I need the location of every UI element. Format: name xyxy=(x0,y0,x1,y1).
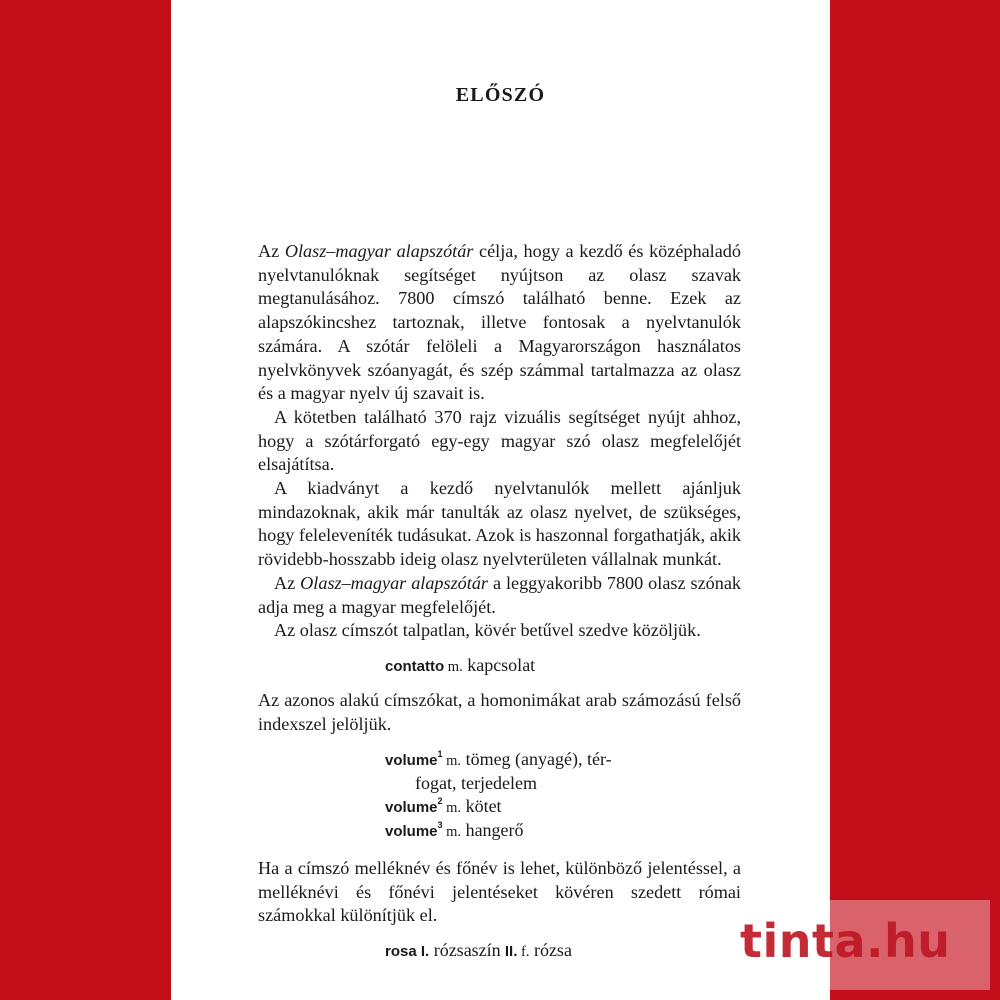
roman-numeral: II. xyxy=(500,942,518,960)
paragraph-drawings: A kötetben található 370 rajz vizuális segítséget nyújt ahhoz, hogy a szótárforgató egy-egy magyar szó olasz megfelelőjét elsajátítsa. xyxy=(258,406,741,475)
headword-text: volume xyxy=(385,798,438,816)
example-entry-volume-1 xyxy=(385,748,741,773)
grammar-label: m. xyxy=(442,799,462,816)
headword: contatto xyxy=(385,657,445,675)
meaning: kapcsolat xyxy=(462,654,536,675)
grammar-label: m. xyxy=(442,752,462,769)
meaning: rózsa xyxy=(529,939,572,960)
paragraph-intro xyxy=(258,240,741,406)
brand-logo-text[interactable]: tinta.hu xyxy=(740,914,951,968)
paragraph-intro-start: Az xyxy=(258,241,285,261)
page-body xyxy=(258,240,741,963)
meaning: kötet xyxy=(461,795,502,816)
meaning: hangerő xyxy=(461,820,524,841)
paragraph-roman-numerals: Ha a címszó melléknév és főnév is lehet, különböző jelentéssel, a melléknévi és főnévi jelentéseket kövéren szedett római számokkal különítjük el. xyxy=(258,857,741,926)
book-title-italic: Olasz–magyar alapszótár xyxy=(300,572,489,593)
headword xyxy=(385,820,443,841)
roman-numeral: I. xyxy=(416,942,430,960)
headword-text: volume xyxy=(385,823,438,841)
example-entry-contatto xyxy=(385,654,741,679)
grammar-label: m. xyxy=(442,824,462,841)
example-entry-rosa xyxy=(385,939,741,964)
paragraph-coverage-rest: a leggyakoribb 7800 olasz szónak adja meg a magyar megfelelőjét. xyxy=(258,572,741,617)
homonym-index: 3 xyxy=(437,820,443,831)
headword xyxy=(385,748,443,769)
page-title: ELŐSZÓ xyxy=(455,84,546,106)
headword: rosa xyxy=(385,942,417,960)
book-title-italic: Olasz–magyar alapszótár xyxy=(284,241,474,261)
meaning: tömeg (anyagé), tér- xyxy=(461,748,612,769)
paragraph-homonyms: Az azonos alakú címszókat, a homonimákat arab számozású felső indexszel jelöljük. xyxy=(258,690,741,735)
example-entry-volume-2 xyxy=(385,795,741,820)
headword xyxy=(385,795,443,816)
book-page xyxy=(171,0,830,1000)
headword-text: volume xyxy=(385,751,438,769)
example-entries-volume xyxy=(385,748,741,844)
paragraph-headword-style: Az olasz címszót talpatlan, kövér betűvel szedve közöljük. xyxy=(274,620,701,641)
paragraph-coverage-start: Az xyxy=(274,572,301,593)
example-entry-volume-1-continuation: fogat, terjedelem xyxy=(415,773,537,794)
paragraph-coverage xyxy=(258,572,741,619)
example-entry-volume-3 xyxy=(385,819,741,844)
paragraph-audience: A kiadványt a kezdő nyelvtanulók mellett ajánljuk mindazoknak, akik már tanulták az olasz nyelvet, de szükséges, hogy feleleveníték tudásukat. Azok is haszonnal forgathatják, akik rövidebb-hosszabb ideig olasz nyelvterületen vállalnak munkát. xyxy=(258,478,742,570)
grammar-label: f. xyxy=(517,943,530,960)
paragraph-intro-rest: célja, hogy a kezdő és középhaladó nyelvtanulóknak segítséget nyújtson az olasz szavak megtanulásához. 7800 címszó található benne. Ezek az alapszókincshez tartoznak, illetve fontosak a nyelvtanulók számára. A szótár felöleli a Magyarországon használatos nyelvkönyvek szóanyagát, és szép számmal tartalmazza az olasz és a magyar nyelv új szavait is. xyxy=(258,241,741,404)
meaning: rózsaszín xyxy=(429,939,501,960)
homonym-index: 2 xyxy=(437,795,443,806)
grammar-label: m. xyxy=(444,658,463,675)
homonym-index: 1 xyxy=(437,748,443,759)
